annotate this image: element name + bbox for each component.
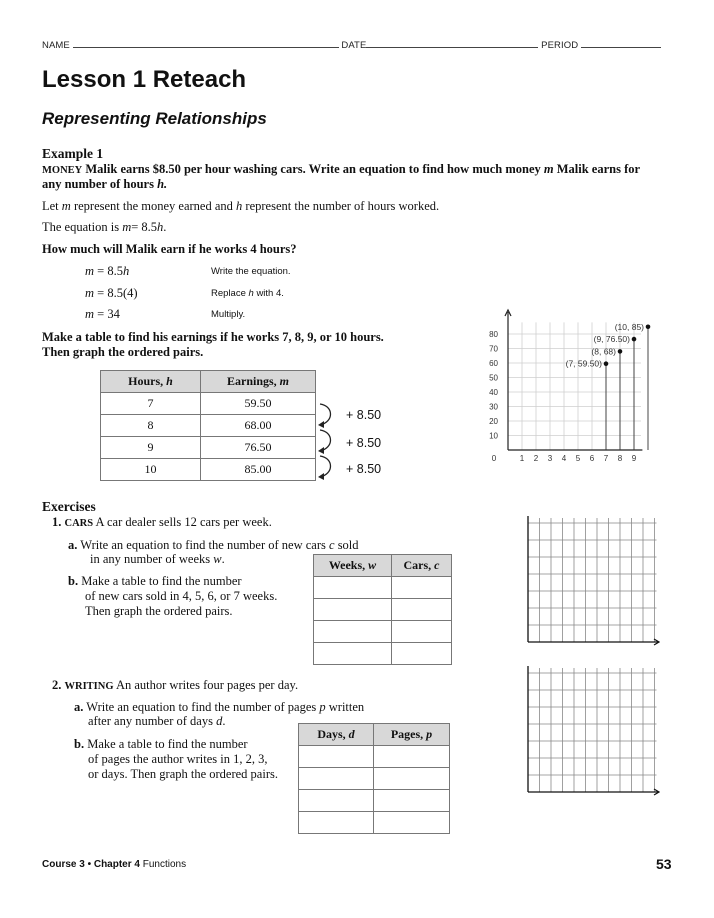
x-tick-label: 7 — [603, 454, 609, 463]
point-label: (9, 76.50) — [593, 334, 630, 345]
cars-tag: CARS — [64, 518, 94, 529]
table-cell[interactable] — [299, 790, 374, 812]
footer-course: Course 3 • Chapter 4 Functions — [42, 859, 187, 870]
exercise-2-prompt: 2. WRITING An author writes four pages per day. — [52, 678, 299, 692]
increment-label-2: + 8.50 — [346, 436, 382, 450]
table-cell[interactable] — [314, 621, 392, 643]
y-tick-label: 60 — [489, 359, 498, 368]
table-cell[interactable] — [392, 643, 452, 665]
exercise-2-table — [298, 723, 450, 834]
writing-tag: WRITING — [64, 681, 114, 692]
table-cell[interactable] — [374, 746, 450, 768]
exercise-1-table — [313, 554, 452, 665]
table-row: 10 85.00 — [101, 459, 316, 481]
table-row[interactable] — [299, 812, 450, 834]
table-row[interactable] — [314, 643, 452, 665]
y-tick-label: 40 — [489, 388, 498, 397]
pages-column-header: Pages, p — [374, 724, 450, 746]
table-row[interactable] — [314, 599, 452, 621]
table-row: 8 68.00 — [101, 415, 316, 437]
exercise-2b-line2: of pages the author writes in 1, 2, 3, — [88, 752, 268, 766]
data-point — [618, 349, 623, 354]
example-problem-line2: any number of hours h. — [42, 177, 168, 191]
header-line — [42, 40, 661, 51]
x-tick-label: 9 — [631, 454, 637, 463]
table-row: 9 76.50 — [101, 437, 316, 459]
exercise-1-prompt: 1. CARS A car dealer sells 12 cars per week. — [52, 515, 272, 529]
exercise-1b-line1: b. Make a table to find the number — [68, 574, 242, 588]
data-point — [604, 361, 609, 366]
let-statement: Let m represent the money earned and h represent the number of hours worked. — [42, 199, 440, 213]
table-cell[interactable] — [392, 599, 452, 621]
table-instruction-line2: Then graph the ordered pairs. — [42, 345, 204, 359]
earnings-column-header: Earnings, m — [201, 371, 316, 393]
table-cell[interactable] — [374, 812, 450, 834]
lesson-title: Lesson 1 Reteach — [42, 66, 247, 93]
increment-label-1: + 8.50 — [346, 408, 382, 422]
exercise-1b-line3: Then graph the ordered pairs. — [85, 604, 233, 618]
earnings-scatter-graph — [478, 308, 668, 468]
step-2-expression: m = 8.5(4) — [85, 286, 138, 300]
exercise-1a-line2: in any number of weeks w. — [90, 552, 225, 566]
step-1-note: Write the equation. — [211, 266, 291, 277]
x-tick-label: 0 — [491, 454, 497, 463]
equation-statement: The equation is m= 8.5h. — [42, 220, 167, 234]
exercises-heading: Exercises — [42, 499, 96, 514]
x-tick-label: 3 — [547, 454, 553, 463]
earnings-table — [100, 370, 316, 481]
exercise-2a-line1: a. Write an equation to find the number of pages p written — [74, 700, 365, 714]
example-problem-line1: MONEY Malik earns $8.50 per hour washing cars. Write an equation to find how much money m Malik earns for — [42, 162, 641, 176]
days-column-header: Days, d — [299, 724, 374, 746]
table-row[interactable] — [314, 621, 452, 643]
cars-column-header: Cars, c — [392, 555, 452, 577]
table-instruction-line1: Make a table to find his earnings if he works 7, 8, 9, or 10 hours. — [42, 330, 384, 344]
name-label: NAME — [42, 40, 70, 51]
y-tick-label: 80 — [489, 330, 498, 339]
example-heading: Example 1 — [42, 146, 104, 161]
x-tick-label: 4 — [561, 454, 567, 463]
table-cell[interactable] — [314, 577, 392, 599]
table-cell[interactable] — [299, 812, 374, 834]
exercise-2-blank-grid[interactable] — [518, 664, 660, 800]
table-cell[interactable] — [392, 577, 452, 599]
step-1-expression: m = 8.5h — [85, 264, 130, 278]
data-point — [646, 324, 651, 329]
x-tick-label: 8 — [617, 454, 623, 463]
exercise-2b-line3: or days. Then graph the ordered pairs. — [88, 767, 278, 781]
table-cell[interactable] — [299, 746, 374, 768]
table-cell[interactable] — [374, 768, 450, 790]
exercise-2a-line2: after any number of days d. — [88, 714, 226, 728]
increment-label-3: + 8.50 — [346, 462, 382, 476]
y-tick-label: 20 — [489, 417, 498, 426]
y-tick-label: 10 — [489, 431, 498, 441]
table-cell[interactable] — [374, 790, 450, 812]
exercise-1a-line1: a. Write an equation to find the number of new cars c sold — [68, 538, 359, 552]
table-row[interactable] — [299, 768, 450, 790]
table-row[interactable] — [299, 790, 450, 812]
table-row[interactable] — [314, 577, 452, 599]
x-tick-label: 5 — [575, 454, 581, 463]
y-tick-label: 30 — [489, 402, 498, 412]
example-question: How much will Malik earn if he works 4 hours? — [42, 242, 297, 256]
hours-column-header: Hours, h — [101, 371, 201, 393]
data-point — [632, 337, 637, 342]
y-tick-label: 70 — [489, 344, 498, 354]
increment-arrows — [316, 398, 346, 482]
exercise-1b-line2: of new cars sold in 4, 5, 6, or 7 weeks. — [85, 589, 278, 603]
x-tick-label: 6 — [589, 454, 595, 463]
weeks-column-header: Weeks, w — [314, 555, 392, 577]
table-row[interactable] — [299, 746, 450, 768]
point-label: (8, 68) — [591, 346, 616, 357]
y-tick-label: 50 — [489, 373, 498, 383]
page-number: 53 — [656, 856, 672, 872]
table-cell[interactable] — [299, 768, 374, 790]
point-label: (7, 59.50) — [565, 358, 602, 369]
x-tick-label: 2 — [533, 454, 539, 463]
exercise-2b-line1: b. Make a table to find the number — [74, 737, 248, 751]
table-cell[interactable] — [314, 643, 392, 665]
step-2-note: Replace h with 4. — [211, 288, 284, 299]
table-cell[interactable] — [392, 621, 452, 643]
step-3-note: Multiply. — [211, 309, 246, 320]
step-3-expression: m = 34 — [85, 307, 120, 321]
period-label: PERIOD — [541, 40, 579, 51]
date-label: DATE — [341, 40, 367, 51]
lesson-subtitle: Representing Relationships — [42, 109, 267, 128]
exercise-1-blank-grid[interactable] — [518, 514, 660, 650]
table-cell[interactable] — [314, 599, 392, 621]
point-label: (10, 85) — [614, 321, 644, 332]
x-tick-label: 1 — [519, 454, 525, 463]
table-row: 7 59.50 — [101, 393, 316, 415]
money-tag: MONEY — [42, 165, 83, 176]
